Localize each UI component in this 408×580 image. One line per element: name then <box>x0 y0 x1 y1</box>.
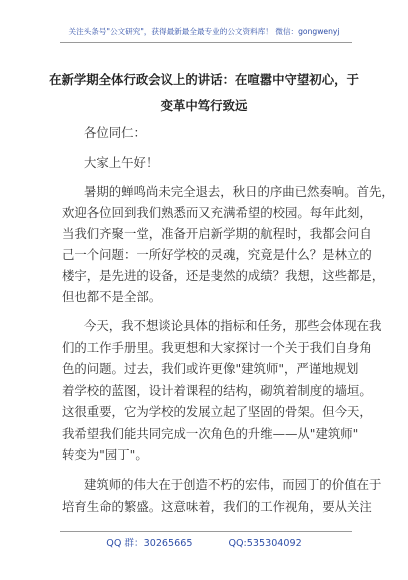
document-title-line-2: 变革中笃行致远 <box>160 98 248 113</box>
footer-divider <box>60 531 352 532</box>
paragraph-2-line: 这很重要，它为学校的发展立起了坚固的骨架。但今天， <box>62 404 372 419</box>
paragraph-2-line: 着学校的蓝图，设计着课程的结构，砌筑着制度的墙垣。 <box>62 383 372 398</box>
paragraph-2-line: 今天，我不想谈论具体的指标和任务，那些会体现在我 <box>84 318 382 333</box>
paragraph-1-line: 当我们齐聚一堂，准备开启新学期的航程时，我都会问自 <box>62 226 372 241</box>
footer-qq-group: QQ 群：30265665 <box>106 538 193 549</box>
paragraph-1-line: 欢迎各位回到我们熟悉而又充满希望的校园。每年此刻， <box>62 205 372 220</box>
paragraph-2-line: 转变为"园丁"。 <box>62 447 148 462</box>
document-title-line-1: 在新学期全体行政会议上的讲话：在喧嚣中守望初心，于 <box>49 72 359 87</box>
header-divider <box>60 42 352 43</box>
paragraph-2-line: 我希望我们能共同完成一次角色的升维——从"建筑师" <box>62 426 359 441</box>
paragraph-2-line: 色的问题。过去，我们或许更像"建筑师"，严谨地规划 <box>62 361 359 376</box>
paragraph-1-line: 己一个问题：一所好学校的灵魂，究竟是什么？是林立的 <box>62 247 372 262</box>
greeting: 大家上午好！ <box>84 155 159 170</box>
paragraph-1-line: 暑期的蝉鸣尚未完全退去，秋日的序曲已然奏响。首先， <box>84 184 394 199</box>
header-banner: 关注头条号"公文研究"，获得最新最全最专业的公文资料库！ 微信：gongwenyj <box>68 27 340 36</box>
paragraph-1-line: 但也都不是全部。 <box>62 289 162 304</box>
paragraph-1-line: 楼宇，是先进的设备，还是斐然的成绩？我想，这些都是， <box>62 268 385 283</box>
footer-qq: QQ:535304092 <box>228 538 302 549</box>
footer <box>0 535 408 549</box>
paragraph-2-line: 们的工作手册里。我更想和大家探讨一个关于我们自身角 <box>62 340 372 355</box>
paragraph-3-line: 培育生命的繁盛。这意味着，我们的工作视角，要从关注 <box>62 499 372 514</box>
paragraph-3-line: 建筑师的伟大在于创造不朽的宏伟，而园丁的价值在于 <box>84 477 382 492</box>
salutation: 各位同仁： <box>84 125 146 140</box>
